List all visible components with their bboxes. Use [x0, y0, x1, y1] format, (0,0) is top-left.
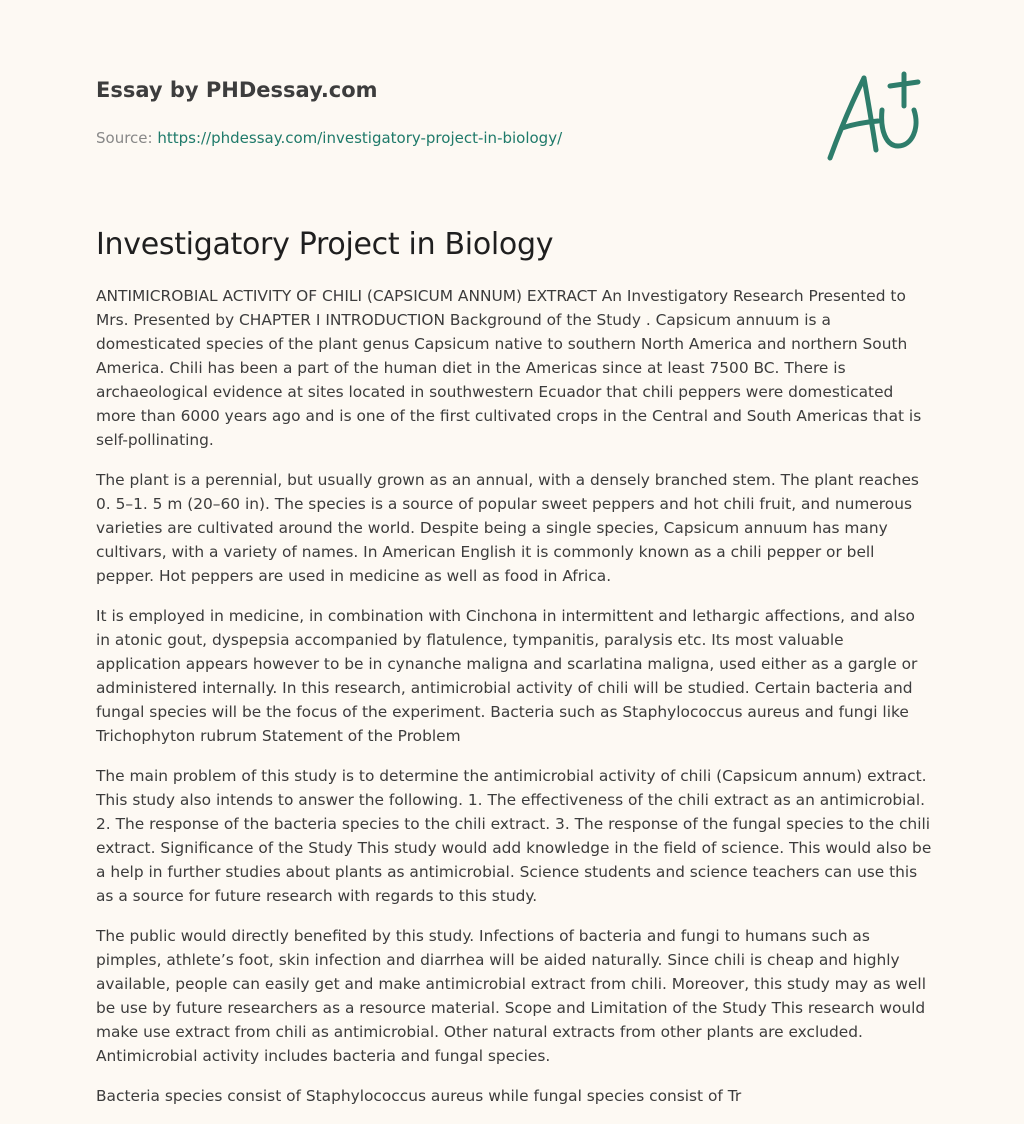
a-plus-logo-icon [820, 66, 928, 166]
paragraph: It is employed in medicine, in combination with Cinchona in intermittent and lethargic affections, and also in atonic gout, dyspepsia accompanied by flatulence, tympanitis, paralysis etc. Its most valuable application appears however to be in cynanche maligna and scarlatina maligna, used either as a gargle or administered internally. In this research, antimicrobial activity of chili will be studied. Certain bacteria and fungal species will be the focus of the experiment. Bacteria such as Staphylococcus aureus and fungi like Trichophyton rubrum Statement of the Problem [96, 607, 918, 745]
paragraph: ANTIMICROBIAL ACTIVITY OF CHILI (CAPSICUM ANNUM) EXTRACT An Investigatory Research Presented to Mrs. Presented by CHAPTER I INTRODUCTION Background of the Study . Capsicum annuum is a domesticated species of the plant genus Capsicum native to southern North America and northern South America. Chili has been a part of the human diet in the Americas since at least 7500 BC. There is archaeological evidence at sites located in southwestern Ecuador that chili peppers were domesticated more than 6000 years ago and is one of the first cultivated crops in the Central and South Americas that is self-pollinating. [96, 287, 922, 449]
paragraph: The public would directly benefited by this study. Infections of bacteria and fungi to humans such as pimples, athlete’s foot, skin infection and diarrhea will be aided naturally. Since chili is cheap and highly available, people can easily get and make antimicrobial extract from chili. Moreover, this study may as well be use by future researchers as a resource material. Scope and Limitation of the Study This research would make use extract from chili as antimicrobial. Other natural extracts from other plants are excluded. Antimicrobial activity includes bacteria and fungal species. [96, 927, 926, 1065]
brand-title: Essay by PHDessay.com [96, 78, 378, 102]
article-title: Investigatory Project in Biology [96, 227, 554, 262]
paragraph: Bacteria species consist of Staphylococcus aureus while fungal species consist of Tr [96, 1087, 742, 1105]
paragraph: The plant is a perennial, but usually grown as an annual, with a densely branched stem. The plant reaches 0. 5–1. 5 m (20–60 in). The species is a source of popular sweet peppers and hot chili fruit, and numerous varieties are cultivated around the world. Despite being a single species, Capsicum annuum has many cultivars, with a variety of names. In American English it is commonly known as a chili pepper or bell pepper. Hot peppers are used in medicine as well as food in Africa. [96, 471, 919, 585]
article-body [96, 284, 932, 1124]
paragraph: The main problem of this study is to determine the antimicrobial activity of chili (Capsicum annum) extract. This study also intends to answer the following. 1. The effectiveness of the chili extract as an antimicrobial. 2. The response of the bacteria species to the chili extract. 3. The response of the fungal species to the chili extract. Significance of the Study This study would add knowledge in the field of science. This would also be a help in further studies about plants as antimicrobial. Science students and science teachers can use this as a source for future research with regards to this study. [96, 767, 932, 905]
source-label: Source: [96, 129, 158, 147]
source-line [96, 128, 796, 148]
header [96, 74, 796, 148]
source-link[interactable]: https://phdessay.com/investigatory-project-in-biology/ [157, 129, 563, 147]
